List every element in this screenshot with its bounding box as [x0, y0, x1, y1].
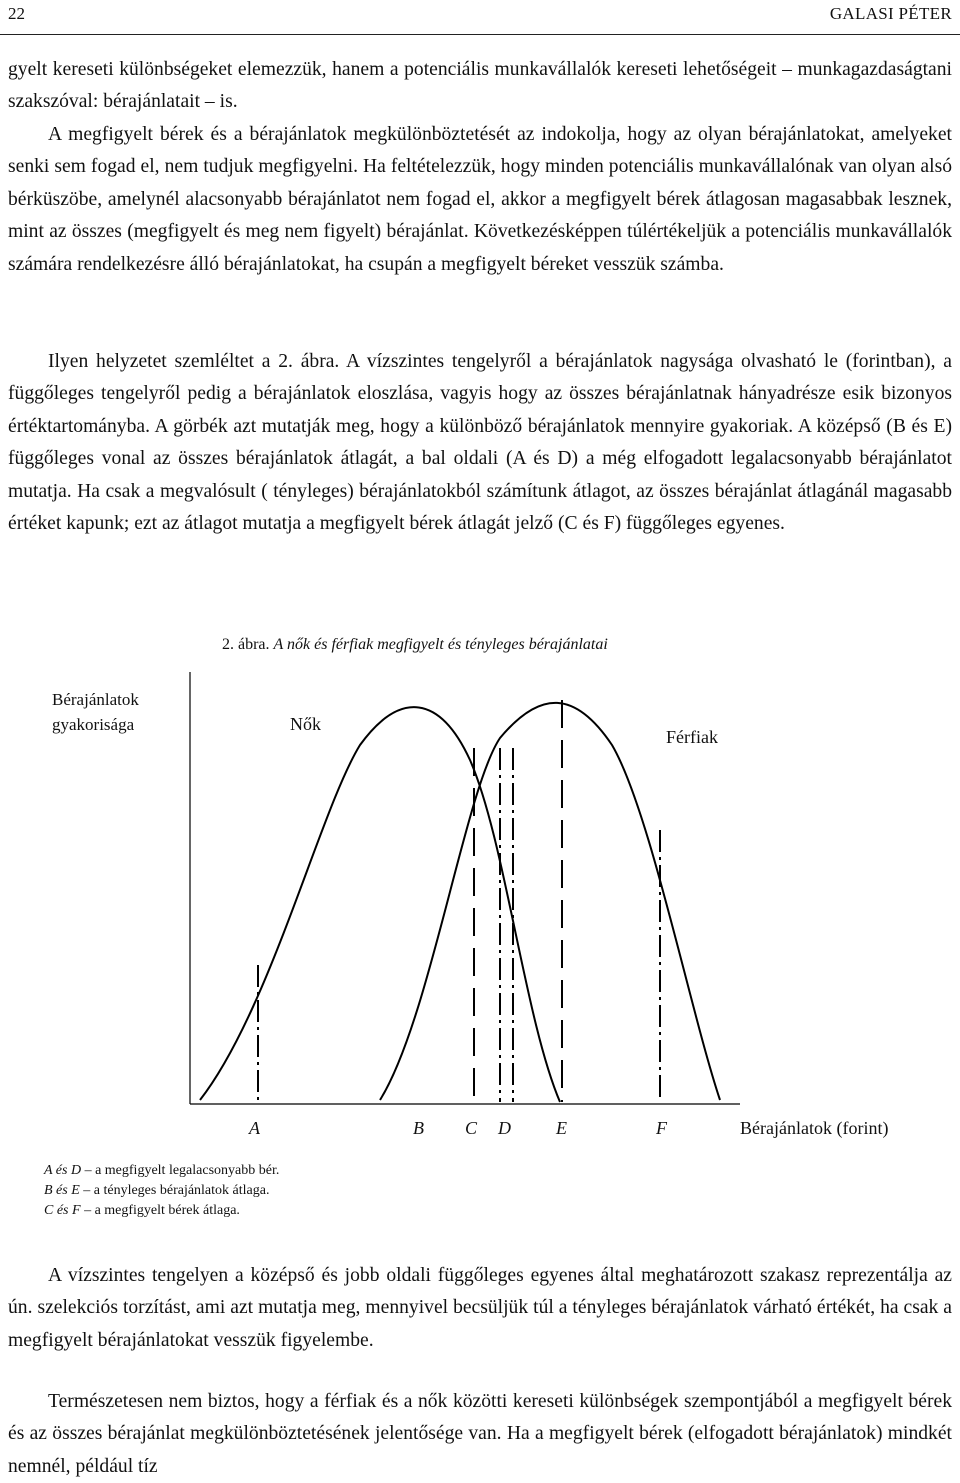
tick-label-B: B	[413, 1118, 424, 1138]
paragraph-observed-wages: A megfigyelt bérek és a bérajánlatok megkülönböztetését az indokolja, hogy az olyan bérajánlatokat, amelyeket senki sem fogad el, nem tudjuk megfigyelni. Ha feltételezzük, hogy minden potenciális munkavállalónak van olyan alsó bérküszöbe, amelynél alacsonyabb bérajánlatot nem fogad el, akkor a megfigyelt bérek átlagosan magasabbak lesznek, mint az összes (megfigyelt és meg nem figyelt) bérajánlat. Következésképpen túlértékeljük a potenciális munkavállalók számára rendelkezésre álló bérajánlatokat, ha csupán a megfigyelt béreket vesszük számba.	[8, 124, 952, 275]
legend-row: C és F – a megfigyelt bérek átlaga.	[44, 1203, 240, 1218]
tick-label-F: F	[656, 1118, 667, 1138]
curve-women	[200, 707, 560, 1102]
tick-label-A: A	[249, 1118, 260, 1138]
paragraph-gender-gap: Természetesen nem biztos, hogy a férfiak és a nők közötti kereseti különbségek szempontjából a megfigyelt bérek és az összes bérajánlat megkülönböztetésének jelentősége van. Ha a megfigyelt bérek (elfogadott bérajánlatok) mindkét nemnél, például tíz	[8, 1391, 952, 1477]
curve-label-women: Nők	[290, 714, 321, 734]
figure-caption: 2. ábra. A nők és férfiak megfigyelt és tényleges bérajánlatai	[222, 636, 608, 653]
running-head-author: GALASI PÉTER	[829, 4, 952, 23]
curve-label-men: Férfiak	[666, 727, 718, 747]
figure-ylabel: Bérajánlatok gyakorisága	[52, 690, 139, 734]
tick-label-E: E	[556, 1118, 567, 1138]
paragraph-selection-bias: A vízszintes tengelyen a középső és jobb oldali függőleges egyenes által meghatározott szakasz reprezentálja az ún. szelekciós torzítást, ami azt mutatja meg, mennyivel becsüljük túl a tényleges bérajánlatok várható értékét, ha csak a megfigyelt bérajánlatokat vesszük figyelembe.	[8, 1265, 952, 1351]
tick-label-C: C	[465, 1118, 478, 1138]
paragraph-continuation: gyelt kereseti különbségeket elemezzük, hanem a potenciális munkavállalók kereseti lehetőségeit – munkagazdaságtani szakszóval: bérajánlatait – is.	[8, 59, 952, 113]
legend-row: B és E – a tényleges bérajánlatok átlaga.	[44, 1183, 270, 1198]
tick-label-D: D	[498, 1118, 511, 1138]
page-number: 22	[8, 4, 25, 23]
x-axis-label: Bérajánlatok (forint)	[740, 1118, 889, 1138]
figure-legend	[44, 1161, 279, 1221]
paragraph-figure-explanation: Ilyen helyzetet szemléltet a 2. ábra. A vízszintes tengelyről a bérajánlatok nagysága olvasható le (forintban), a függőleges tengelyről pedig a bérajánlatok eloszlása, vagyis hogy az összes bérajánlatnak hányadrésze esik bizonyos értéktartományba. A görbék azt mutatják meg, hogy a különböző bérajánlatok mennyire gyakoriak. A középső (B és E) függőleges vonal az összes bérajánlatok átlagát, a bal oldali (A és D) a még elfogadott legalacsonyabb bérajánlatot mutatja. Ha csak a megvalósult ( tényleges) bérajánlatokból számítunk átlagot, az összes bérajánlat átlagánál magasabb értéket kapunk; ezt az átlagot mutatja a megfigyelt bérek átlagát jelző (C és F) függőleges egyenes.	[8, 351, 952, 535]
legend-row: A és D – a megfigyelt legalacsonyabb bér.	[44, 1163, 280, 1178]
curve-men	[380, 703, 720, 1100]
